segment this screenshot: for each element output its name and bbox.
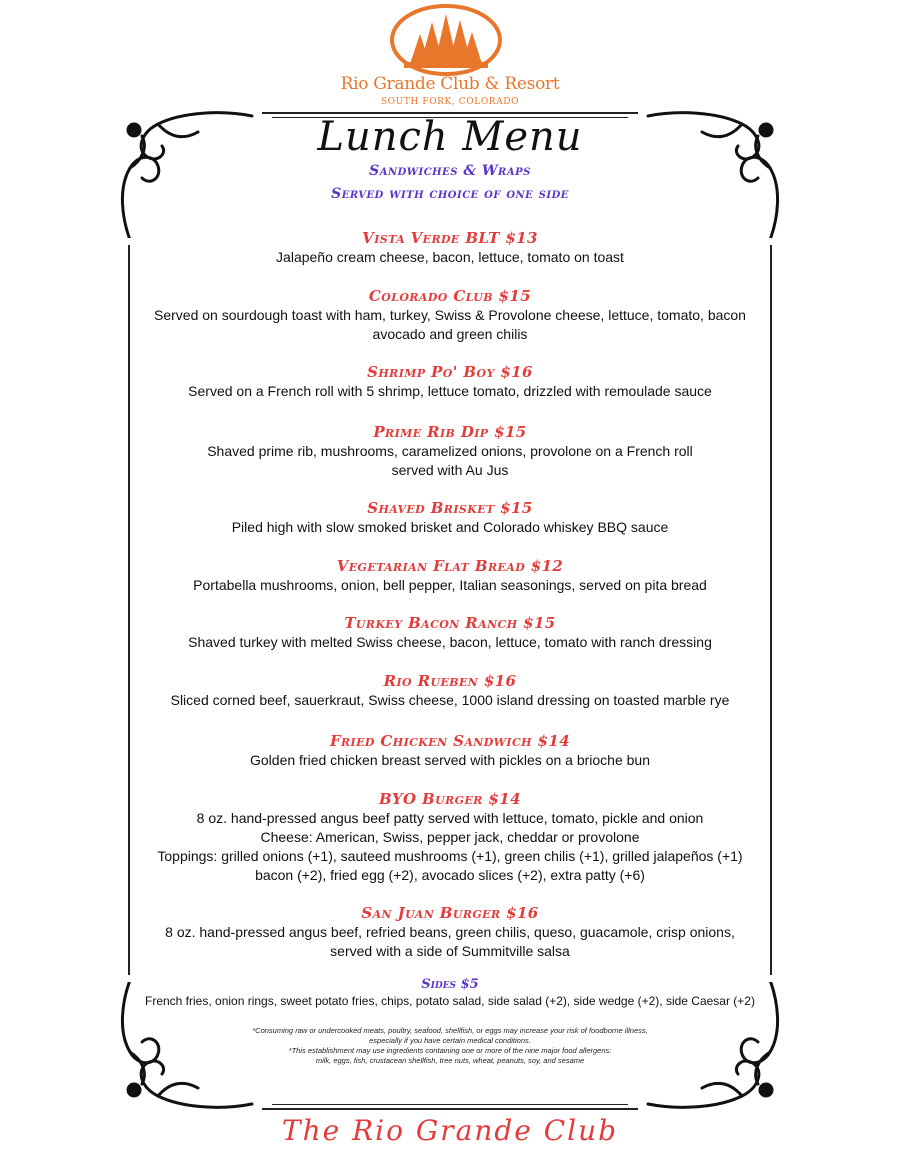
frame-bottom-line-thin [272, 1104, 628, 1105]
disclaimer-line: *This establishment may use ingredients containing one or more of the nine major food allergens: [288, 1046, 612, 1055]
item-description: 8 oz. hand-pressed angus beef, refried beans, green chilis, queso, guacamole, crisp onions, served with a side of Summitville salsa [165, 924, 735, 959]
disclaimer-line: *Consuming raw or undercooked meats, poultry, seafood, shellfish, or eggs may increase your risk of foodborne illness, [252, 1026, 648, 1035]
menu-item [150, 363, 750, 401]
menu-item [150, 732, 750, 770]
item-name: Vista Verde BLT $13 [362, 229, 538, 247]
section-subtitle: Sandwiches & Wraps [369, 163, 531, 179]
menu-item [150, 423, 750, 480]
item-name: Rio Rueben $16 [383, 672, 517, 690]
menu-item [150, 499, 750, 537]
disclaimer-line: especially if you have certain medical conditions. [369, 1036, 531, 1045]
logo [340, 4, 560, 108]
menu-item [150, 287, 750, 344]
menu-item [150, 229, 750, 267]
menu-item [150, 904, 750, 961]
item-name: Shrimp Po' Boy $16 [367, 363, 533, 381]
item-name: Fried Chicken Sandwich $14 [329, 732, 571, 750]
disclaimer [200, 1026, 700, 1066]
item-description: Shaved turkey with melted Swiss cheese, bacon, lettuce, tomato with ranch dressing [188, 634, 712, 650]
item-description: Sliced corned beef, sauerkraut, Swiss cheese, 1000 island dressing on toasted marble rye [170, 692, 730, 708]
sides-description: French fries, onion rings, sweet potato fries, chips, potato salad, side salad (+2), side wedge (+2), side Caesar (+2) [145, 994, 755, 1008]
frame-bottom-line [262, 1108, 638, 1110]
item-name: Turkey Bacon Ranch $15 [344, 614, 556, 632]
item-description: Piled high with slow smoked brisket and Colorado whiskey BBQ sauce [231, 519, 669, 535]
item-description: Portabella mushrooms, onion, bell pepper, Italian seasonings, served on pita bread [193, 577, 707, 593]
item-description: Served on sourdough toast with ham, turkey, Swiss & Provolone cheese, lettuce, tomato, bacon avocado and green chilis [154, 307, 746, 342]
menu-item [150, 672, 750, 710]
item-name: Prime Rib Dip $15 [373, 423, 527, 441]
side-note-subtitle: Served with choice of one side [331, 186, 569, 202]
item-description: 8 oz. hand-pressed angus beef patty served with lettuce, tomato, pickle and onion Cheese: American, Swiss, pepper jack, cheddar or provolone Toppings: grilled onions (+1), sauteed mushrooms (+1), green chilis (+1), grilled jalapeños (+1) bacon (+2), fried egg (+2), avocado slices (+2), extra patty (+6) [157, 810, 743, 883]
menu-title: Lunch Menu [317, 114, 583, 160]
item-name: San Juan Burger $16 [361, 904, 539, 922]
disclaimer-line: milk, eggs, fish, crustacean shellfish, tree nuts, wheat, peanuts, soy, and sesame [315, 1056, 585, 1065]
sides-title: Sides $5 [421, 977, 479, 992]
item-name: Vegetarian Flat Bread $12 [336, 557, 564, 575]
item-name: Shaved Brisket $15 [367, 499, 533, 517]
item-name: BYO Burger $14 [379, 790, 521, 808]
logo-subtitle: SOUTH FORK, COLORADO [380, 97, 520, 107]
logo-name: Rio Grande Club & Resort [340, 74, 560, 94]
menu-item [150, 614, 750, 652]
sides-section [120, 976, 780, 1010]
item-name: Colorado Club $15 [368, 287, 532, 305]
menu-item [150, 557, 750, 595]
item-description: Shaved prime rib, mushrooms, caramelized onions, provolone on a French roll served with Au Jus [207, 443, 693, 478]
menu-item [110, 790, 790, 885]
item-description: Golden fried chicken breast served with pickles on a brioche bun [250, 752, 650, 768]
item-description: Jalapeño cream cheese, bacon, lettuce, tomato on toast [276, 249, 624, 265]
item-description: Served on a French roll with 5 shrimp, lettuce tomato, drizzled with remoulade sauce [188, 383, 712, 399]
signature: The Rio Grande Club [281, 1114, 619, 1147]
pine-trees-logo-icon [390, 4, 502, 76]
